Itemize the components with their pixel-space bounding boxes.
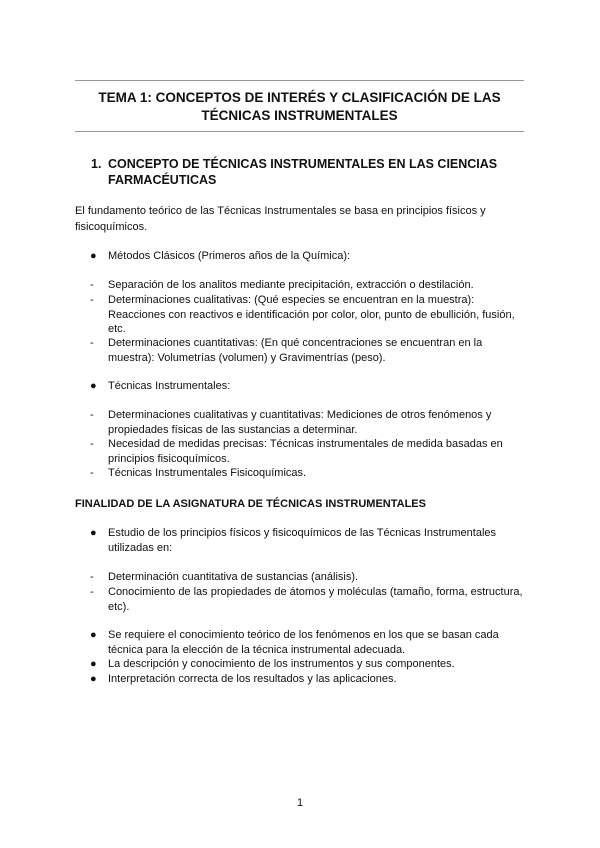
dash-text: Necesidad de medidas precisas: Técnicas instrumentales de medida basadas en principios fisicoquímicos. [108, 438, 503, 465]
bullet-marker: ● [90, 250, 97, 262]
dash-marker: - [90, 337, 94, 349]
bullet-text: Estudio de los principios físicos y fisicoquímicos de las Técnicas Instrumentales utilizadas en: [108, 527, 497, 554]
section-number: 1. [91, 157, 102, 171]
bullet-marker: ● [90, 658, 97, 670]
bullet-text: La descripción y conocimiento de los instrumentos y sus componentes. [108, 658, 455, 670]
title-line-2: TÉCNICAS INSTRUMENTALES [201, 108, 398, 123]
dash-marker: - [90, 571, 94, 583]
intro-paragraph: El fundamento teórico de las Técnicas Instrumentales se basa en principios físicos y fisicoquímicos. [75, 205, 486, 233]
bullet-text: Se requiere el conocimiento teórico de los fenómenos en los que se basan cada técnica para la elección de la técnica instrumental adecuada. [108, 629, 499, 656]
top-rule [75, 80, 524, 81]
dash-marker: - [90, 467, 94, 479]
dash-text: Técnicas Instrumentales Fisicoquímicas. [108, 467, 307, 479]
dash-text: Determinaciones cualitativas y cuantitativas: Mediciones de otros fenómenos y propiedades físicas de las sustancias a determinar. [108, 409, 492, 436]
dash-text: Determinaciones cualitativas: (Qué especies se encuentran en la muestra): Reacciones con reactivos e identificación por color, olor, punto de ebullición, fusión, etc. [108, 294, 515, 335]
bullet-text: Técnicas Instrumentales: [108, 380, 231, 392]
section-heading-line-2: FARMACÉUTICAS [108, 173, 217, 187]
bottom-rule [75, 131, 524, 132]
bullet-marker: ● [90, 527, 97, 539]
bullet-text: Interpretación correcta de los resultados y las aplicaciones. [108, 673, 397, 685]
page-number: 1 [296, 797, 304, 809]
section-heading-line-1: CONCEPTO DE TÉCNICAS INSTRUMENTALES EN LAS CIENCIAS [108, 157, 498, 171]
bullet-marker: ● [90, 629, 97, 641]
title-line-1: TEMA 1: CONCEPTOS DE INTERÉS Y CLASIFICACIÓN DE LAS [98, 90, 501, 105]
dash-text: Conocimiento de las propiedades de átomos y moléculas (tamaño, forma, estructura, etc). [108, 586, 523, 613]
bullet-marker: ● [90, 673, 97, 685]
dash-text: Determinaciones cuantitativas: (En qué concentraciones se encuentran en la muestra): Volumetrías (volumen) y Gravimentrías (peso). [108, 337, 483, 364]
dash-marker: - [90, 279, 94, 291]
dash-marker: - [90, 409, 94, 421]
document-title [75, 89, 524, 125]
dash-marker: - [90, 294, 94, 306]
dash-marker: - [90, 438, 94, 450]
bullet-text: Métodos Clásicos (Primeros años de la Química): [108, 250, 351, 262]
dash-marker: - [90, 586, 94, 598]
bullet-marker: ● [90, 380, 97, 392]
section-2-heading: FINALIDAD DE LA ASIGNATURA DE TÉCNICAS INSTRUMENTALES [75, 498, 426, 510]
dash-text: Separación de los analitos mediante precipitación, extracción o destilación. [108, 279, 474, 291]
dash-text: Determinación cuantitativa de sustancias (análisis). [108, 571, 359, 583]
